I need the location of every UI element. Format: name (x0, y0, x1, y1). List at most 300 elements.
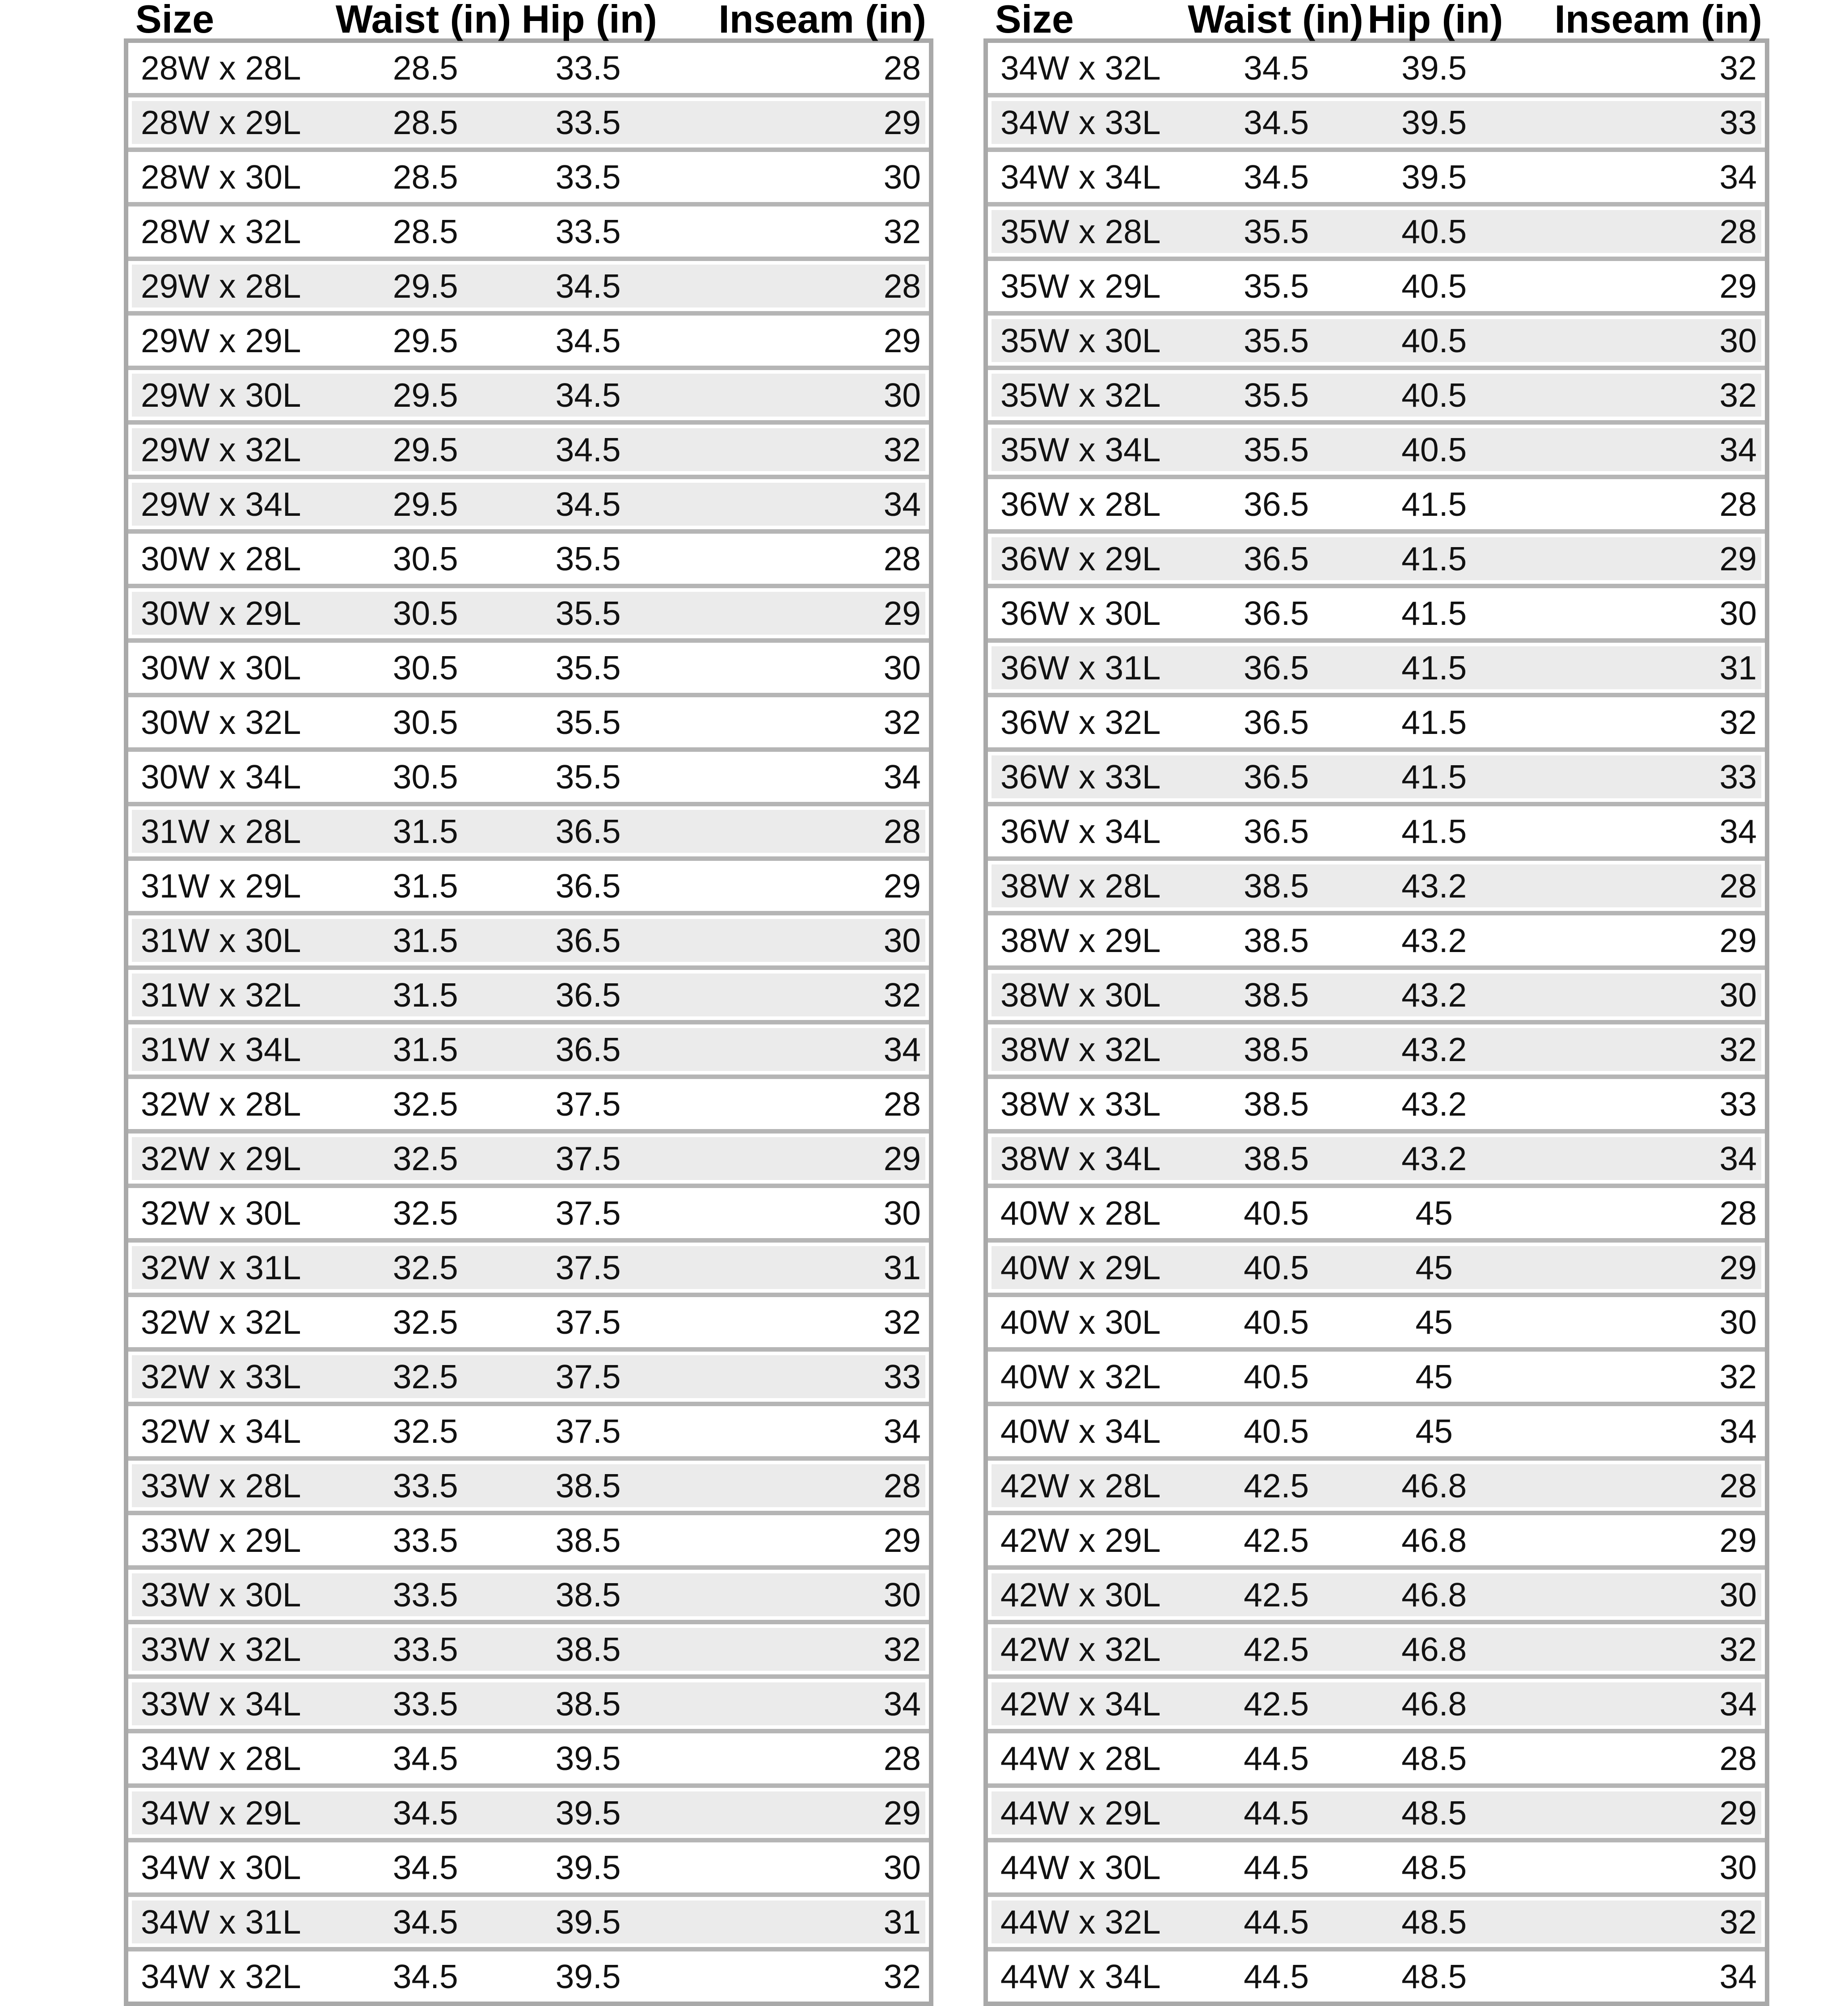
cell-inseam: 33 (883, 1358, 921, 1395)
cell-size: 32W x 32L (141, 1303, 301, 1341)
cell-waist: 40.5 (1244, 1249, 1309, 1286)
cell-hip: 43.2 (1401, 922, 1467, 959)
cell-waist: 40.5 (1244, 1194, 1309, 1232)
column-header-inseam: Inseam (in) (1554, 0, 1762, 41)
cell-inseam: 28 (1719, 1740, 1757, 1777)
cell-waist: 32.5 (392, 1249, 458, 1286)
table-row (132, 483, 925, 526)
column-header-waist: Waist (in) (1188, 0, 1363, 41)
cell-waist: 42.5 (1244, 1631, 1309, 1668)
table-row (992, 265, 1761, 308)
cell-size: 36W x 31L (1000, 649, 1161, 687)
cell-waist: 31.5 (392, 867, 458, 905)
cell-inseam: 32 (1719, 1631, 1757, 1668)
cell-waist: 36.5 (1244, 813, 1309, 850)
cell-size: 32W x 33L (141, 1358, 301, 1395)
cell-size: 38W x 32L (1000, 1031, 1161, 1068)
table-row (132, 1573, 925, 1616)
cell-waist: 30.5 (392, 758, 458, 796)
cell-size: 35W x 30L (1000, 322, 1161, 359)
cell-size: 29W x 32L (141, 431, 301, 468)
cell-waist: 31.5 (392, 922, 458, 959)
cell-hip: 48.5 (1401, 1903, 1467, 1941)
cell-waist: 36.5 (1244, 485, 1309, 523)
cell-size: 35W x 34L (1000, 431, 1161, 468)
cell-inseam: 28 (1719, 867, 1757, 905)
table-row (132, 1955, 925, 1998)
cell-waist: 28.5 (392, 49, 458, 87)
cell-hip: 35.5 (555, 758, 621, 796)
cell-waist: 36.5 (1244, 758, 1309, 796)
cell-inseam: 30 (883, 376, 921, 414)
cell-hip: 37.5 (555, 1194, 621, 1232)
table-row (992, 210, 1761, 253)
table-row (132, 1682, 925, 1725)
column-header-inseam: Inseam (in) (718, 0, 926, 41)
cell-hip: 41.5 (1401, 594, 1467, 632)
column-header-hip: Hip (in) (1367, 0, 1503, 41)
cell-size: 32W x 34L (141, 1412, 301, 1450)
table-row (132, 974, 925, 1016)
cell-inseam: 34 (1719, 431, 1757, 468)
cell-hip: 34.5 (555, 267, 621, 305)
column-header-size: Size (995, 0, 1074, 41)
cell-inseam: 34 (1719, 1412, 1757, 1450)
cell-inseam: 34 (883, 758, 921, 796)
cell-hip: 41.5 (1401, 704, 1467, 741)
table-row (132, 701, 925, 744)
cell-size: 36W x 34L (1000, 813, 1161, 850)
table-row (132, 1628, 925, 1671)
table-row (132, 864, 925, 907)
table-row (132, 1083, 925, 1125)
cell-hip: 45 (1415, 1412, 1453, 1450)
table-row (992, 592, 1761, 635)
cell-waist: 34.5 (392, 1849, 458, 1886)
cell-hip: 45 (1415, 1358, 1453, 1395)
cell-hip: 43.2 (1401, 1031, 1467, 1068)
cell-inseam: 29 (1719, 1794, 1757, 1832)
table-row (992, 1028, 1761, 1071)
cell-waist: 28.5 (392, 213, 458, 250)
table-row (132, 1791, 925, 1834)
cell-hip: 38.5 (555, 1685, 621, 1723)
cell-hip: 33.5 (555, 104, 621, 141)
cell-size: 42W x 30L (1000, 1576, 1161, 1614)
table-row (992, 919, 1761, 962)
cell-inseam: 32 (883, 213, 921, 250)
cell-hip: 39.5 (555, 1794, 621, 1832)
cell-size: 34W x 33L (1000, 104, 1161, 141)
cell-inseam: 28 (883, 1467, 921, 1504)
table-row (992, 1737, 1761, 1780)
table-row (132, 1464, 925, 1507)
table-row (132, 156, 925, 198)
table-row (132, 810, 925, 853)
cell-hip: 43.2 (1401, 1140, 1467, 1177)
table-row (992, 1573, 1761, 1616)
cell-waist: 31.5 (392, 1031, 458, 1068)
cell-hip: 36.5 (555, 976, 621, 1014)
cell-inseam: 32 (883, 976, 921, 1014)
table-row (992, 1355, 1761, 1398)
cell-hip: 48.5 (1401, 1849, 1467, 1886)
cell-waist: 30.5 (392, 649, 458, 687)
table-row (132, 1901, 925, 1943)
cell-inseam: 31 (883, 1249, 921, 1286)
table-row (992, 319, 1761, 362)
cell-hip: 39.5 (555, 1740, 621, 1777)
cell-waist: 38.5 (1244, 867, 1309, 905)
cell-inseam: 30 (1719, 322, 1757, 359)
cell-inseam: 28 (883, 1740, 921, 1777)
table-row (992, 1901, 1761, 1943)
cell-hip: 37.5 (555, 1358, 621, 1395)
cell-hip: 39.5 (555, 1849, 621, 1886)
cell-hip: 39.5 (1401, 49, 1467, 87)
cell-inseam: 29 (1719, 1249, 1757, 1286)
cell-size: 35W x 29L (1000, 267, 1161, 305)
cell-size: 31W x 32L (141, 976, 301, 1014)
cell-size: 28W x 29L (141, 104, 301, 141)
cell-size: 28W x 30L (141, 158, 301, 196)
cell-size: 44W x 30L (1000, 1849, 1161, 1886)
cell-inseam: 30 (1719, 594, 1757, 632)
cell-size: 36W x 29L (1000, 540, 1161, 577)
table-row (992, 156, 1761, 198)
table-row (992, 374, 1761, 417)
cell-hip: 33.5 (555, 158, 621, 196)
cell-waist: 29.5 (392, 485, 458, 523)
cell-inseam: 30 (883, 1194, 921, 1232)
cell-size: 38W x 29L (1000, 922, 1161, 959)
cell-size: 34W x 28L (141, 1740, 301, 1777)
cell-size: 33W x 29L (141, 1521, 301, 1559)
cell-inseam: 30 (1719, 1576, 1757, 1614)
cell-waist: 34.5 (1244, 49, 1309, 87)
cell-hip: 40.5 (1401, 213, 1467, 250)
table-row (132, 646, 925, 689)
cell-hip: 33.5 (555, 49, 621, 87)
table-row (992, 483, 1761, 526)
table-row (132, 1846, 925, 1889)
cell-inseam: 29 (1719, 922, 1757, 959)
table-row (132, 1737, 925, 1780)
table-row (132, 46, 925, 89)
table-body-right (983, 38, 1769, 2006)
table-row (132, 428, 925, 471)
cell-size: 30W x 34L (141, 758, 301, 796)
size-chart-table-left (124, 0, 933, 2006)
cell-waist: 34.5 (392, 1903, 458, 1941)
table-row (992, 1846, 1761, 1889)
cell-size: 31W x 30L (141, 922, 301, 959)
cell-hip: 37.5 (555, 1085, 621, 1123)
cell-size: 38W x 28L (1000, 867, 1161, 905)
cell-waist: 38.5 (1244, 1085, 1309, 1123)
cell-size: 36W x 32L (1000, 704, 1161, 741)
cell-size: 44W x 32L (1000, 1903, 1161, 1941)
cell-size: 34W x 30L (141, 1849, 301, 1886)
table-row (992, 1955, 1761, 1998)
size-chart-table-right (983, 0, 1769, 2006)
cell-size: 34W x 34L (1000, 158, 1161, 196)
cell-hip: 41.5 (1401, 485, 1467, 523)
cell-hip: 40.5 (1401, 322, 1467, 359)
cell-hip: 43.2 (1401, 867, 1467, 905)
table-row (132, 592, 925, 635)
cell-inseam: 28 (883, 813, 921, 850)
cell-hip: 36.5 (555, 1031, 621, 1068)
cell-size: 35W x 28L (1000, 213, 1161, 250)
cell-size: 33W x 30L (141, 1576, 301, 1614)
cell-inseam: 32 (883, 1303, 921, 1341)
cell-size: 40W x 32L (1000, 1358, 1161, 1395)
cell-waist: 34.5 (392, 1740, 458, 1777)
table-row (132, 1192, 925, 1235)
cell-size: 42W x 28L (1000, 1467, 1161, 1504)
cell-size: 31W x 28L (141, 813, 301, 850)
cell-size: 44W x 29L (1000, 1794, 1161, 1832)
cell-inseam: 28 (1719, 1467, 1757, 1504)
cell-hip: 39.5 (1401, 104, 1467, 141)
table-row (132, 319, 925, 362)
table-row (992, 810, 1761, 853)
cell-waist: 34.5 (392, 1958, 458, 1995)
cell-size: 32W x 31L (141, 1249, 301, 1286)
column-header-hip: Hip (in) (521, 0, 657, 41)
cell-inseam: 28 (883, 267, 921, 305)
cell-waist: 29.5 (392, 322, 458, 359)
cell-inseam: 34 (883, 485, 921, 523)
cell-size: 28W x 28L (141, 49, 301, 87)
cell-inseam: 34 (1719, 1958, 1757, 1995)
table-header-left (124, 0, 933, 41)
cell-size: 35W x 32L (1000, 376, 1161, 414)
column-header-size: Size (135, 0, 215, 41)
cell-size: 33W x 32L (141, 1631, 301, 1668)
cell-size: 42W x 29L (1000, 1521, 1161, 1559)
cell-inseam: 32 (1719, 1031, 1757, 1068)
cell-inseam: 29 (883, 104, 921, 141)
cell-hip: 41.5 (1401, 649, 1467, 687)
table-row (992, 1246, 1761, 1289)
cell-size: 32W x 30L (141, 1194, 301, 1232)
cell-hip: 37.5 (555, 1249, 621, 1286)
cell-waist: 44.5 (1244, 1903, 1309, 1941)
table-row (132, 1137, 925, 1180)
cell-inseam: 31 (1719, 649, 1757, 687)
cell-hip: 34.5 (555, 431, 621, 468)
cell-size: 44W x 34L (1000, 1958, 1161, 1995)
cell-size: 34W x 31L (141, 1903, 301, 1941)
cell-waist: 30.5 (392, 704, 458, 741)
cell-hip: 41.5 (1401, 758, 1467, 796)
cell-inseam: 29 (883, 1794, 921, 1832)
cell-waist: 38.5 (1244, 976, 1309, 1014)
cell-waist: 34.5 (1244, 158, 1309, 196)
cell-waist: 42.5 (1244, 1576, 1309, 1614)
cell-waist: 40.5 (1244, 1358, 1309, 1395)
cell-inseam: 34 (1719, 813, 1757, 850)
cell-size: 34W x 32L (141, 1958, 301, 1995)
cell-inseam: 33 (1719, 104, 1757, 141)
table-row (992, 1464, 1761, 1507)
cell-hip: 38.5 (555, 1467, 621, 1504)
cell-inseam: 28 (883, 1085, 921, 1123)
cell-inseam: 30 (1719, 1303, 1757, 1341)
cell-waist: 33.5 (392, 1576, 458, 1614)
cell-hip: 46.8 (1401, 1685, 1467, 1723)
cell-waist: 44.5 (1244, 1849, 1309, 1886)
cell-waist: 40.5 (1244, 1412, 1309, 1450)
table-row (132, 1410, 925, 1453)
cell-waist: 38.5 (1244, 922, 1309, 959)
cell-inseam: 29 (883, 1140, 921, 1177)
cell-hip: 35.5 (555, 594, 621, 632)
cell-hip: 36.5 (555, 867, 621, 905)
cell-inseam: 32 (883, 1958, 921, 1995)
cell-hip: 40.5 (1401, 376, 1467, 414)
cell-hip: 46.8 (1401, 1631, 1467, 1668)
cell-inseam: 30 (1719, 976, 1757, 1014)
cell-size: 31W x 29L (141, 867, 301, 905)
cell-inseam: 30 (883, 1576, 921, 1614)
cell-inseam: 34 (1719, 1685, 1757, 1723)
cell-waist: 36.5 (1244, 540, 1309, 577)
table-row (992, 1301, 1761, 1344)
cell-hip: 41.5 (1401, 813, 1467, 850)
cell-size: 30W x 32L (141, 704, 301, 741)
table-row (992, 428, 1761, 471)
cell-waist: 32.5 (392, 1412, 458, 1450)
cell-size: 42W x 34L (1000, 1685, 1161, 1723)
cell-hip: 46.8 (1401, 1521, 1467, 1559)
cell-inseam: 33 (1719, 1085, 1757, 1123)
cell-hip: 35.5 (555, 649, 621, 687)
cell-inseam: 30 (1719, 1849, 1757, 1886)
cell-inseam: 32 (1719, 49, 1757, 87)
cell-waist: 44.5 (1244, 1958, 1309, 1995)
cell-hip: 45 (1415, 1194, 1453, 1232)
cell-size: 38W x 34L (1000, 1140, 1161, 1177)
cell-waist: 42.5 (1244, 1521, 1309, 1559)
cell-inseam: 32 (883, 704, 921, 741)
cell-size: 38W x 33L (1000, 1085, 1161, 1123)
cell-inseam: 34 (883, 1685, 921, 1723)
table-row (992, 1137, 1761, 1180)
cell-inseam: 30 (883, 1849, 921, 1886)
cell-waist: 32.5 (392, 1303, 458, 1341)
cell-hip: 40.5 (1401, 267, 1467, 305)
cell-waist: 44.5 (1244, 1740, 1309, 1777)
cell-waist: 32.5 (392, 1085, 458, 1123)
cell-inseam: 29 (883, 867, 921, 905)
table-row (992, 864, 1761, 907)
cell-size: 40W x 34L (1000, 1412, 1161, 1450)
cell-inseam: 31 (883, 1903, 921, 1941)
cell-inseam: 29 (883, 594, 921, 632)
cell-waist: 29.5 (392, 431, 458, 468)
cell-waist: 42.5 (1244, 1685, 1309, 1723)
cell-inseam: 30 (883, 649, 921, 687)
cell-size: 28W x 32L (141, 213, 301, 250)
table-row (132, 1519, 925, 1562)
cell-inseam: 28 (883, 540, 921, 577)
cell-waist: 35.5 (1244, 322, 1309, 359)
cell-size: 30W x 28L (141, 540, 301, 577)
cell-waist: 33.5 (392, 1685, 458, 1723)
cell-waist: 32.5 (392, 1140, 458, 1177)
cell-inseam: 33 (1719, 758, 1757, 796)
cell-waist: 38.5 (1244, 1140, 1309, 1177)
cell-hip: 35.5 (555, 540, 621, 577)
cell-inseam: 30 (883, 922, 921, 959)
cell-hip: 39.5 (555, 1903, 621, 1941)
cell-waist: 38.5 (1244, 1031, 1309, 1068)
cell-hip: 38.5 (555, 1631, 621, 1668)
cell-waist: 31.5 (392, 976, 458, 1014)
cell-hip: 43.2 (1401, 976, 1467, 1014)
cell-inseam: 32 (883, 1631, 921, 1668)
cell-waist: 36.5 (1244, 649, 1309, 687)
cell-size: 36W x 28L (1000, 485, 1161, 523)
cell-size: 36W x 30L (1000, 594, 1161, 632)
table-row (992, 1519, 1761, 1562)
cell-size: 38W x 30L (1000, 976, 1161, 1014)
cell-inseam: 32 (883, 431, 921, 468)
cell-inseam: 29 (883, 322, 921, 359)
cell-hip: 48.5 (1401, 1958, 1467, 1995)
cell-waist: 35.5 (1244, 213, 1309, 250)
cell-hip: 37.5 (555, 1412, 621, 1450)
cell-hip: 35.5 (555, 704, 621, 741)
cell-size: 32W x 29L (141, 1140, 301, 1177)
cell-waist: 36.5 (1244, 594, 1309, 632)
cell-inseam: 32 (1719, 704, 1757, 741)
column-header-waist: Waist (in) (335, 0, 511, 41)
cell-waist: 33.5 (392, 1467, 458, 1504)
table-row (132, 1028, 925, 1071)
cell-hip: 34.5 (555, 376, 621, 414)
table-row (992, 755, 1761, 798)
cell-size: 31W x 34L (141, 1031, 301, 1068)
cell-waist: 35.5 (1244, 267, 1309, 305)
table-row (992, 1192, 1761, 1235)
cell-hip: 34.5 (555, 485, 621, 523)
cell-hip: 39.5 (1401, 158, 1467, 196)
cell-size: 30W x 29L (141, 594, 301, 632)
cell-hip: 36.5 (555, 813, 621, 850)
cell-size: 40W x 29L (1000, 1249, 1161, 1286)
table-row (992, 974, 1761, 1016)
table-row (132, 210, 925, 253)
cell-inseam: 34 (1719, 1140, 1757, 1177)
cell-inseam: 34 (883, 1031, 921, 1068)
table-row (132, 537, 925, 580)
cell-waist: 35.5 (1244, 431, 1309, 468)
cell-hip: 39.5 (555, 1958, 621, 1995)
cell-inseam: 28 (1719, 1194, 1757, 1232)
cell-size: 42W x 32L (1000, 1631, 1161, 1668)
cell-waist: 32.5 (392, 1358, 458, 1395)
cell-size: 32W x 28L (141, 1085, 301, 1123)
cell-waist: 28.5 (392, 104, 458, 141)
cell-inseam: 32 (1719, 1358, 1757, 1395)
cell-waist: 30.5 (392, 594, 458, 632)
cell-hip: 48.5 (1401, 1794, 1467, 1832)
cell-waist: 32.5 (392, 1194, 458, 1232)
